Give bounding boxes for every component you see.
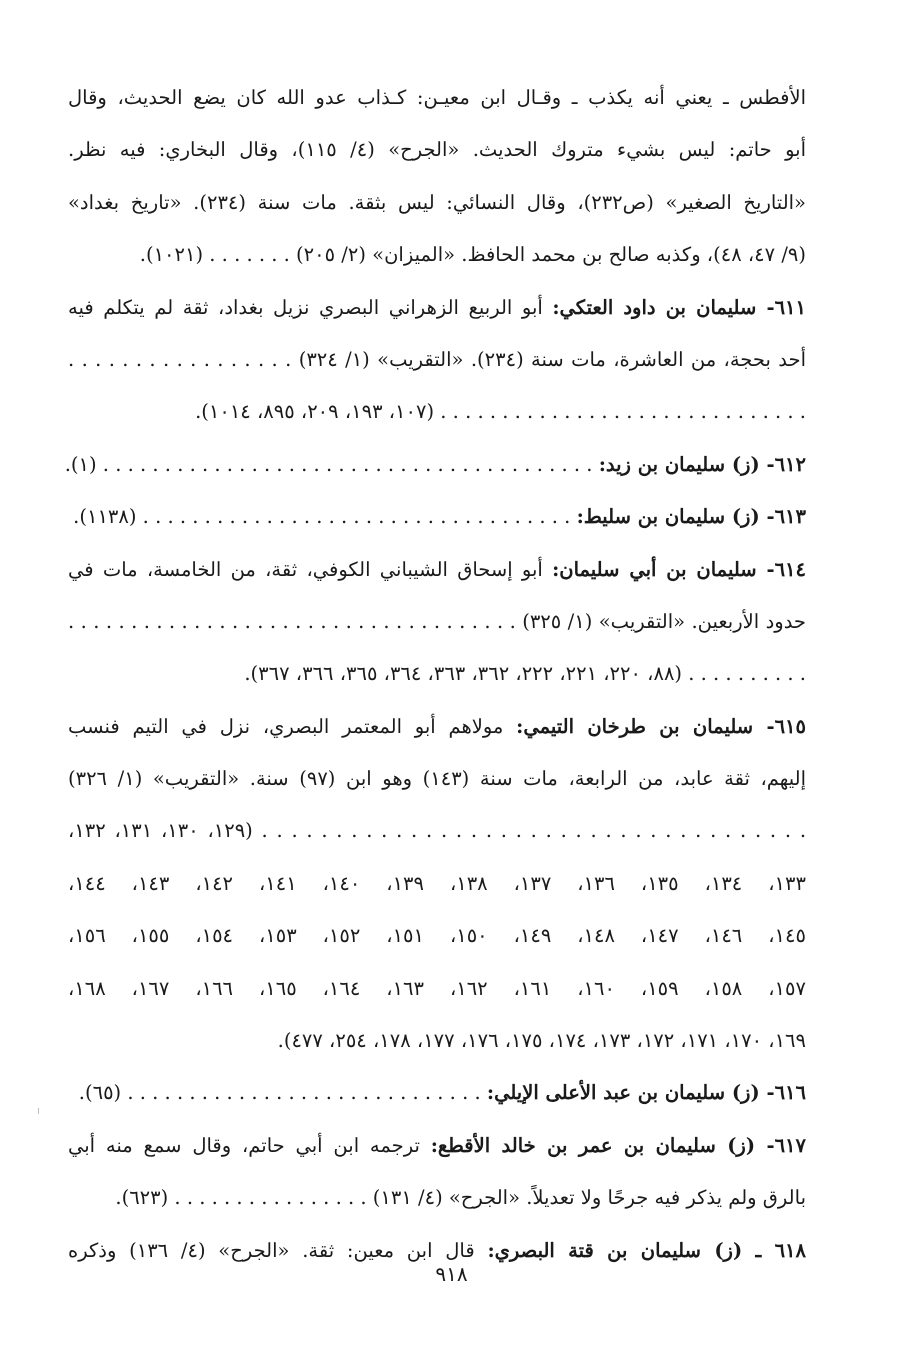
entry-614-line: ٦١٤- سليمان بن أبي سليمان: أبو إسحاق الشيباني الكوفي، ثقة، من الخامسة، مات في [68,557,806,581]
entry-612-line: ٦١٢- (ز) سليمان بن زيد: . . . . . . . . . . . . . . . . . . . . . . . . . . . . . . . . . . . . . . . . (١). [64,452,806,476]
entry-615-line: ٦١٥- سليمان بن طرخان التيمي: مولاهم أبو المعتمر البصري، نزل في التيم فنسب [68,714,806,738]
entry-611-line: ٦١١- سليمان بن داود العتكي: أبو الربيع الزهراني البصري نزيل بغداد، ثقة لم يتكلم فيه [68,295,806,319]
entry-heading: ٦١٣- (ز) سليمان بن سليط: [576,505,806,529]
entry-heading: ٦١٤- سليمان بن أبي سليمان: [552,557,806,581]
text-line: الأفطس ـ يعني أنه يكذب ـ وقـال ابن معيـن: كـذاب عدو الله كان يضع الحديث، وقال [68,86,806,109]
text-line: . . . . . . . . . . (٨٨، ٢٢٠، ٢٢١، ٢٢٢، ٣٦٢، ٣٦٣، ٣٦٤، ٣٦٥، ٣٦٦، ٣٦٧). [244,662,806,686]
text-line: أبو حاتم: ليس بشيء متروك الحديث. «الجرح» (٤/ ١١٥)، وقال البخاري: فيه نظر. [68,138,806,162]
text-line: . . . . . . . . . . . . . . . . . . . . . . . . . . . . . . . . . . . . . (١٢٩، ١٣٠، ١٣١، ١٣٢، [68,819,807,843]
text-line: ١٤٥، ١٤٦، ١٤٧، ١٤٨، ١٤٩، ١٥٠، ١٥١، ١٥٢، ١٥٣، ١٥٤، ١٥٥، ١٥٦، [68,924,806,948]
text-line: . . . . . . . . . . . . . . . . . . . . . . . . . . . . . . (١٠٧، ١٩٣، ٢٠٩، ٨٩٥، ١٠١٤). [195,400,806,424]
page-number: ٩١٨ [435,1262,468,1286]
entry-heading: ٦١٥- سليمان بن طرخان التيمي: [516,714,806,738]
entry-618-line: ٦١٨ ـ (ز) سليمان بن قتة البصري: قال ابن معين: ثقة. «الجرح» (٤/ ١٣٦) وذكره [68,1238,806,1262]
entry-heading: ٦١٢- (ز) سليمان بن زيد: [598,452,806,476]
text-line: ١٣٣، ١٣٤، ١٣٥، ١٣٦، ١٣٧، ١٣٨، ١٣٩، ١٤٠، ١٤١، ١٤٢، ١٤٣، ١٤٤، [68,871,806,895]
text-line: إليهم، ثقة عابد، من الرابعة، مات سنة (١٤٣) وهو ابن (٩٧) سنة. «التقريب» (١/ ٣٢٦) [68,767,806,791]
entry-617-line: ٦١٧- (ز) سليمان بن عمر بن خالد الأقطع: ترجمه ابن أبي حاتم، وقال سمع منه أبي [68,1133,806,1157]
entry-613-line: ٦١٣- (ز) سليمان بن سليط: . . . . . . . . . . . . . . . . . . . . . . . . . . . . . . . . . . . (١١٣٨). [73,505,806,529]
entry-heading: ٦١٦- (ز) سليمان بن عبد الأعلى الإيلي: [486,1081,806,1105]
margin-mark [38,1108,39,1114]
text-block [64,72,807,1277]
text-line: بالرق ولم يذكر فيه جرحًا ولا تعديلاً. «الجرح» (٤/ ١٣١) . . . . . . . . . . . . . . . . (٦٢٣). [115,1186,806,1210]
entry-616-line: ٦١٦- (ز) سليمان بن عبد الأعلى الإيلي: . . . . . . . . . . . . . . . . . . . . . . . . . . . . . (٦٥). [78,1081,806,1105]
text-line: «التاريخ الصغير» (ص٢٣٢)، وقال النسائي: ليس بثقة. مات سنة (٢٣٤). «تاريخ بغداد» [68,190,806,214]
entry-heading: ٦١١- سليمان بن داود العتكي: [552,295,806,319]
text-line: (٩/ ٤٧، ٤٨)، وكذبه صالح بن محمد الحافظ. «الميزان» (٢/ ٢٠٥) . . . . . . . (١٠٢١). [139,243,806,267]
text-line: أحد بحجة، من العاشرة، مات سنة (٢٣٤). «التقريب» (١/ ٣٢٤) . . . . . . . . . . . . . . . . . [68,347,806,371]
text-line: ١٥٧، ١٥٨، ١٥٩، ١٦٠، ١٦١، ١٦٢، ١٦٣، ١٦٤، ١٦٥، ١٦٦، ١٦٧، ١٦٨، [68,976,806,1000]
text-line: حدود الأربعين. «التقريب» (١/ ٣٢٥) . . . . . . . . . . . . . . . . . . . . . . . . . . . . . . . . . . . . [68,609,806,633]
text-line: ١٦٩، ١٧٠، ١٧١، ١٧٢، ١٧٣، ١٧٤، ١٧٥، ١٧٦، ١٧٧، ١٧٨، ٢٥٤، ٤٧٧). [277,1029,806,1053]
entry-heading: ٦١٨ ـ (ز) سليمان بن قتة البصري: [487,1238,806,1262]
entry-heading: ٦١٧- (ز) سليمان بن عمر بن خالد الأقطع: [430,1133,806,1157]
